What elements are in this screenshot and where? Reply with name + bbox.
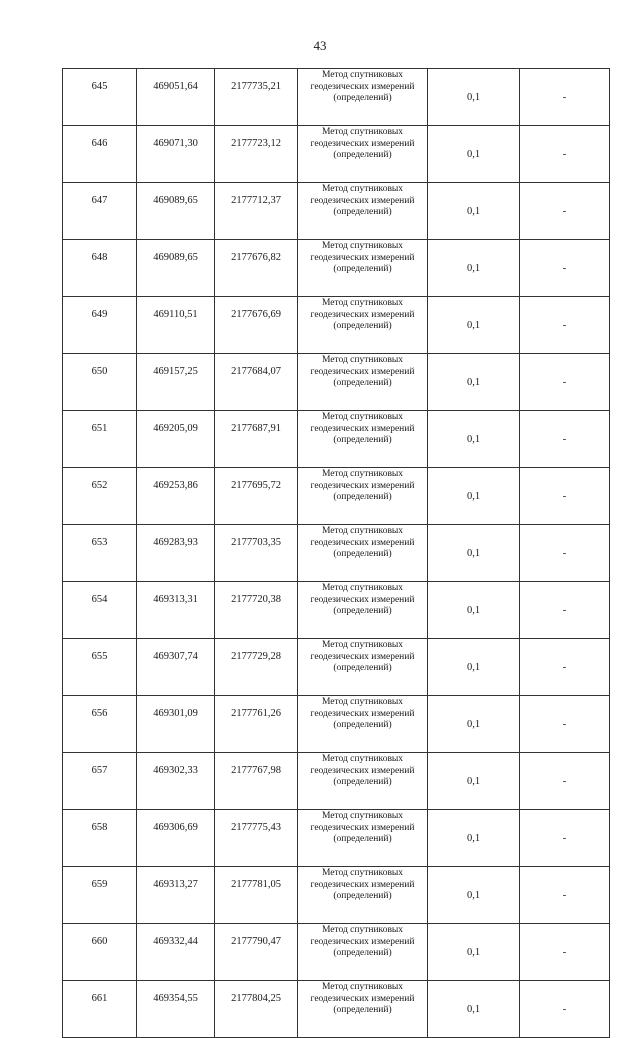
coordinate-y-cell: 2177687,91 [215, 411, 298, 468]
table-row [63, 354, 610, 411]
method-line-3: (определений) [333, 606, 392, 616]
method-line-2: геодезических измерений [310, 138, 415, 149]
coordinates-table-body [63, 69, 610, 1038]
coordinate-y-cell: 2177735,21 [215, 69, 298, 126]
point-number-cell: 656 [63, 696, 137, 753]
method-line-2: геодезических измерений [310, 594, 415, 605]
coordinate-x-cell: 469253,86 [137, 468, 215, 525]
method-cell [298, 411, 428, 468]
method-line-1: Метод спутниковых [321, 925, 404, 935]
method-cell [298, 981, 428, 1038]
table-row [63, 525, 610, 582]
accuracy-cell: 0,1 [428, 810, 520, 867]
table-row [63, 183, 610, 240]
coordinate-x-cell: 469089,65 [137, 240, 215, 297]
method-line-2: геодезических измерений [310, 309, 415, 320]
point-number-cell: 648 [63, 240, 137, 297]
point-number-cell: 659 [63, 867, 137, 924]
method-line-2: геодезических измерений [310, 879, 415, 890]
table-row [63, 753, 610, 810]
method-line-3: (определений) [333, 378, 392, 388]
method-line-3: (определений) [333, 93, 392, 103]
coordinate-y-cell: 2177729,28 [215, 639, 298, 696]
coordinate-x-cell: 469301,09 [137, 696, 215, 753]
method-line-3: (определений) [333, 834, 392, 844]
accuracy-cell: 0,1 [428, 240, 520, 297]
method-line-1: Метод спутниковых [321, 526, 404, 536]
page-number: 43 [313, 38, 327, 53]
note-cell: - [520, 126, 610, 183]
method-line-3: (определений) [333, 435, 392, 445]
method-line-3: (определений) [333, 321, 392, 331]
accuracy-cell: 0,1 [428, 582, 520, 639]
coordinate-y-cell: 2177804,25 [215, 981, 298, 1038]
point-number-cell: 654 [63, 582, 137, 639]
point-number-cell: 649 [63, 297, 137, 354]
method-line-2: геодезических измерений [310, 936, 415, 947]
method-cell [298, 867, 428, 924]
method-cell [298, 582, 428, 639]
note-cell: - [520, 639, 610, 696]
note-cell: - [520, 867, 610, 924]
point-number-cell: 660 [63, 924, 137, 981]
point-number-cell: 658 [63, 810, 137, 867]
point-number-cell: 651 [63, 411, 137, 468]
coordinate-x-cell: 469110,51 [137, 297, 215, 354]
coordinate-x-cell: 469051,64 [137, 69, 215, 126]
method-line-1: Метод спутниковых [321, 640, 404, 650]
note-cell: - [520, 582, 610, 639]
note-cell: - [520, 297, 610, 354]
accuracy-cell: 0,1 [428, 69, 520, 126]
method-line-3: (определений) [333, 777, 392, 787]
method-line-3: (определений) [333, 1005, 392, 1015]
method-cell [298, 297, 428, 354]
accuracy-cell: 0,1 [428, 183, 520, 240]
note-cell: - [520, 354, 610, 411]
table-row [63, 696, 610, 753]
method-cell [298, 696, 428, 753]
method-cell [298, 753, 428, 810]
method-line-2: геодезических измерений [310, 993, 415, 1004]
accuracy-cell: 0,1 [428, 696, 520, 753]
coordinate-y-cell: 2177723,12 [215, 126, 298, 183]
note-cell: - [520, 924, 610, 981]
coordinates-table [62, 68, 610, 1038]
point-number-cell: 645 [63, 69, 137, 126]
method-line-1: Метод спутниковых [321, 241, 404, 251]
point-number-cell: 657 [63, 753, 137, 810]
method-line-1: Метод спутниковых [321, 184, 404, 194]
table-row [63, 411, 610, 468]
method-cell [298, 69, 428, 126]
coordinate-x-cell: 469089,65 [137, 183, 215, 240]
method-line-3: (определений) [333, 663, 392, 673]
method-line-2: геодезических измерений [310, 537, 415, 548]
accuracy-cell: 0,1 [428, 753, 520, 810]
note-cell: - [520, 69, 610, 126]
note-cell: - [520, 411, 610, 468]
coordinate-y-cell: 2177775,43 [215, 810, 298, 867]
method-cell [298, 183, 428, 240]
note-cell: - [520, 468, 610, 525]
accuracy-cell: 0,1 [428, 411, 520, 468]
table-row [63, 240, 610, 297]
method-line-2: геодезических измерений [310, 81, 415, 92]
method-line-1: Метод спутниковых [321, 583, 404, 593]
table-row [63, 639, 610, 696]
method-line-3: (определений) [333, 720, 392, 730]
coordinate-y-cell: 2177676,69 [215, 297, 298, 354]
method-cell [298, 354, 428, 411]
note-cell: - [520, 810, 610, 867]
point-number-cell: 652 [63, 468, 137, 525]
coordinate-y-cell: 2177790,47 [215, 924, 298, 981]
point-number-cell: 650 [63, 354, 137, 411]
method-line-3: (определений) [333, 948, 392, 958]
point-number-cell: 646 [63, 126, 137, 183]
accuracy-cell: 0,1 [428, 924, 520, 981]
coordinate-y-cell: 2177767,98 [215, 753, 298, 810]
note-cell: - [520, 525, 610, 582]
table-row [63, 810, 610, 867]
point-number-cell: 655 [63, 639, 137, 696]
method-line-1: Метод спутниковых [321, 298, 404, 308]
note-cell: - [520, 183, 610, 240]
coordinate-y-cell: 2177695,72 [215, 468, 298, 525]
table-row [63, 582, 610, 639]
method-line-1: Метод спутниковых [321, 868, 404, 878]
method-line-1: Метод спутниковых [321, 811, 404, 821]
note-cell: - [520, 696, 610, 753]
point-number-cell: 661 [63, 981, 137, 1038]
method-line-2: геодезических измерений [310, 822, 415, 833]
table-row [63, 297, 610, 354]
method-line-1: Метод спутниковых [321, 127, 404, 137]
coordinate-x-cell: 469306,69 [137, 810, 215, 867]
note-cell: - [520, 981, 610, 1038]
coordinate-x-cell: 469313,31 [137, 582, 215, 639]
method-line-1: Метод спутниковых [321, 754, 404, 764]
method-line-3: (определений) [333, 264, 392, 274]
table-row [63, 867, 610, 924]
coordinate-x-cell: 469354,55 [137, 981, 215, 1038]
point-number-cell: 653 [63, 525, 137, 582]
method-line-2: геодезических измерений [310, 651, 415, 662]
coordinate-x-cell: 469332,44 [137, 924, 215, 981]
method-line-2: геодезических измерений [310, 480, 415, 491]
method-cell [298, 240, 428, 297]
method-line-3: (определений) [333, 150, 392, 160]
method-line-2: геодезических измерений [310, 765, 415, 776]
method-line-2: геодезических измерений [310, 195, 415, 206]
table-row [63, 468, 610, 525]
coordinate-x-cell: 469302,33 [137, 753, 215, 810]
table-row [63, 981, 610, 1038]
coordinate-y-cell: 2177676,82 [215, 240, 298, 297]
method-line-3: (определений) [333, 492, 392, 502]
accuracy-cell: 0,1 [428, 867, 520, 924]
point-number-cell: 647 [63, 183, 137, 240]
method-cell [298, 126, 428, 183]
coordinate-x-cell: 469205,09 [137, 411, 215, 468]
method-line-2: геодезических измерений [310, 252, 415, 263]
method-cell [298, 639, 428, 696]
accuracy-cell: 0,1 [428, 297, 520, 354]
method-cell [298, 810, 428, 867]
method-line-2: геодезических измерений [310, 366, 415, 377]
accuracy-cell: 0,1 [428, 126, 520, 183]
coordinate-x-cell: 469283,93 [137, 525, 215, 582]
accuracy-cell: 0,1 [428, 639, 520, 696]
note-cell: - [520, 240, 610, 297]
note-cell: - [520, 753, 610, 810]
accuracy-cell: 0,1 [428, 981, 520, 1038]
method-line-3: (определений) [333, 891, 392, 901]
coordinate-x-cell: 469071,30 [137, 126, 215, 183]
method-line-1: Метод спутниковых [321, 355, 404, 365]
coordinate-y-cell: 2177703,35 [215, 525, 298, 582]
accuracy-cell: 0,1 [428, 468, 520, 525]
method-line-1: Метод спутниковых [321, 412, 404, 422]
method-line-1: Метод спутниковых [321, 982, 404, 992]
coordinate-y-cell: 2177761,26 [215, 696, 298, 753]
accuracy-cell: 0,1 [428, 525, 520, 582]
method-cell [298, 468, 428, 525]
coordinate-x-cell: 469157,25 [137, 354, 215, 411]
coordinate-y-cell: 2177781,05 [215, 867, 298, 924]
coordinate-y-cell: 2177712,37 [215, 183, 298, 240]
method-line-1: Метод спутниковых [321, 469, 404, 479]
method-line-3: (определений) [333, 207, 392, 217]
accuracy-cell: 0,1 [428, 354, 520, 411]
method-line-1: Метод спутниковых [321, 697, 404, 707]
coordinate-y-cell: 2177720,38 [215, 582, 298, 639]
coordinate-y-cell: 2177684,07 [215, 354, 298, 411]
method-line-2: геодезических измерений [310, 423, 415, 434]
method-line-2: геодезических измерений [310, 708, 415, 719]
method-line-1: Метод спутниковых [321, 70, 404, 80]
method-line-3: (определений) [333, 549, 392, 559]
coordinate-x-cell: 469313,27 [137, 867, 215, 924]
table-row [63, 924, 610, 981]
method-cell [298, 525, 428, 582]
coordinate-x-cell: 469307,74 [137, 639, 215, 696]
table-row [63, 126, 610, 183]
method-cell [298, 924, 428, 981]
table-row [63, 69, 610, 126]
